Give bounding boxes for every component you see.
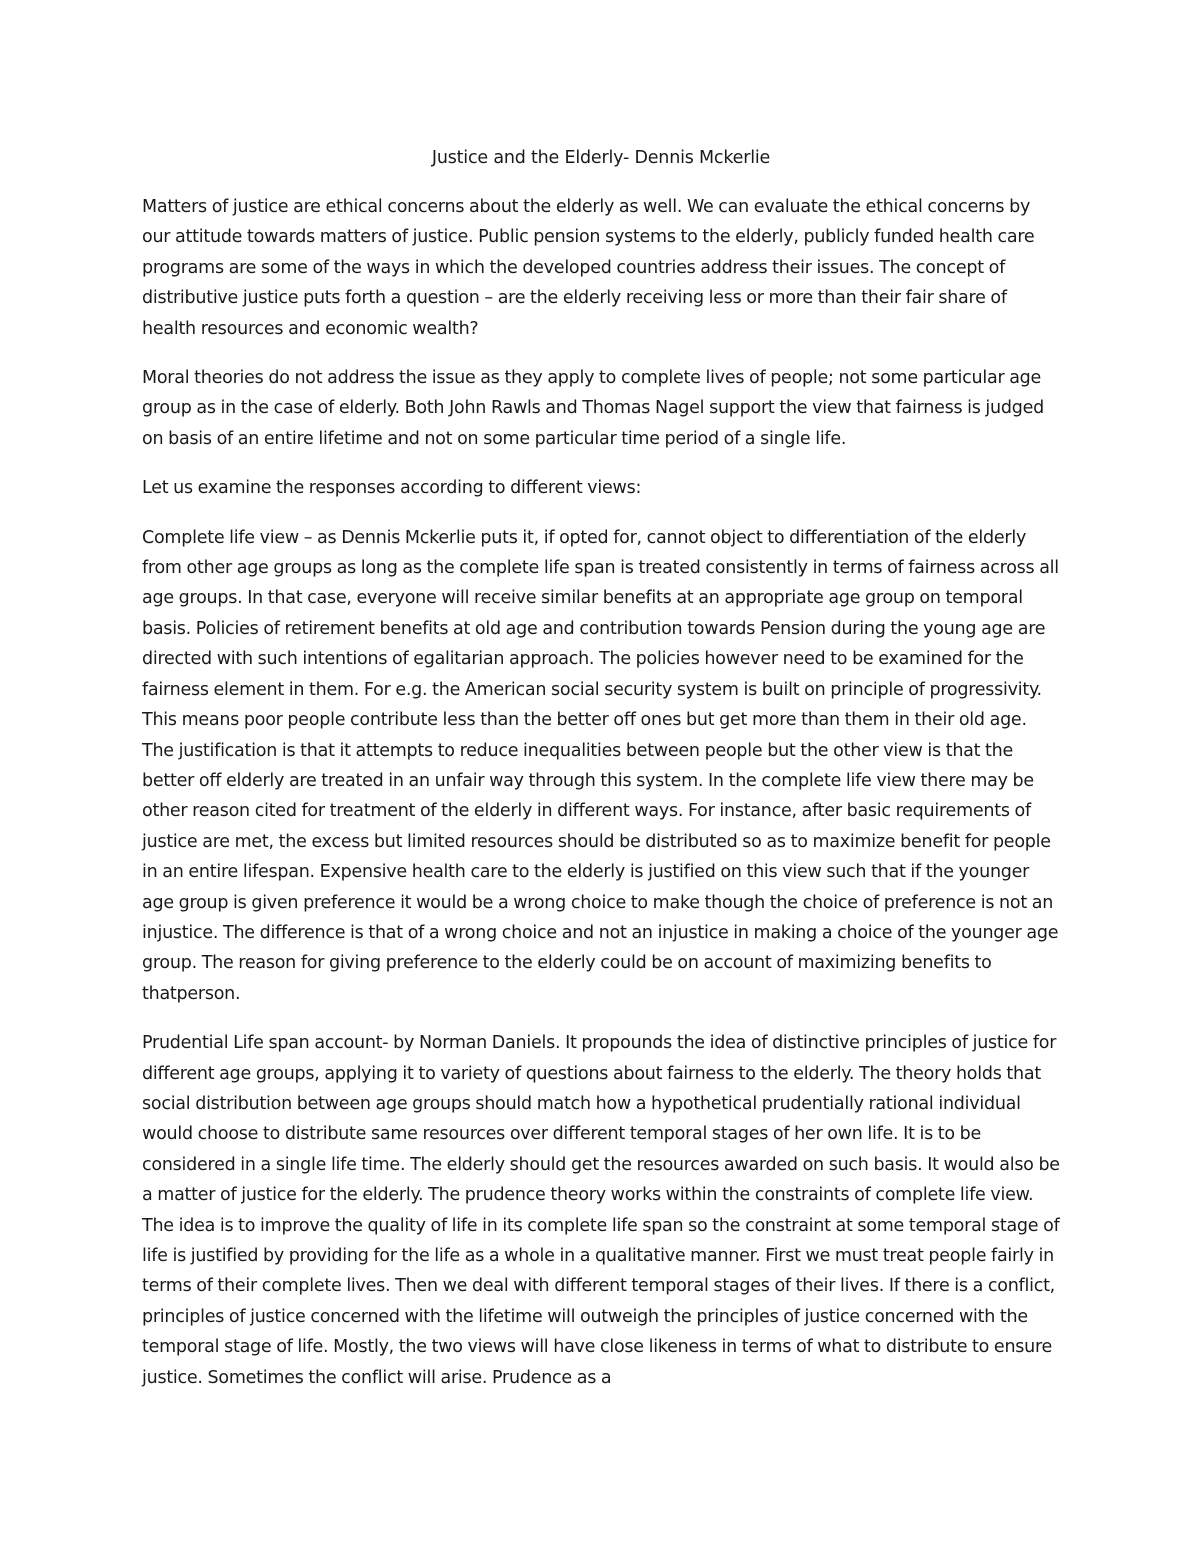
paragraph-moral-theories: Moral theories do not address the issue as they apply to complete lives of people; not some particular age group as in the case of elderly. Both John Rawls and Thomas Nagel support the view that fairness is judged on basis of an entire lifetime and not on some particular time period of a single life.	[142, 368, 1044, 449]
paragraph-complete-life-view: Complete life view – as Dennis Mckerlie puts it, if opted for, cannot object to differentiation of the elderly from other age groups as long as the complete life span is treated consistently in terms of fairness across all age groups. In that case, everyone will receive similar benefits at an appropriate age group on temporal basis. Policies of retirement benefits at old age and contribution towards Pension during the young age are directed with such intentions of egalitarian approach. The policies however need to be examined for the fairness element in them. For e.g. the American social security system is built on principle of progressivity. This means poor people contribute less than the better off ones but get more than them in their old age. The justification is that it attempts to reduce inequalities between people but the other view is that the better off elderly are treated in an unfair way through this system. In the complete life view there may be other reason cited for treatment of the elderly in different ways. For instance, after basic requirements of justice are met, the excess but limited resources should be distributed so as to maximize benefit for people in an entire lifespan. Expensive health care to the elderly is justified on this view such that if the younger age group is given preference it would be a wrong choice to make though the choice of preference is not an injustice. The difference is that of a wrong choice and not an injustice in making a choice of the younger age group. The reason for giving preference to the elderly could be on account of maximizing benefits to thatperson.	[142, 527, 1059, 1004]
document-title: Justice and the Elderly- Dennis Mckerlie	[431, 148, 771, 168]
paragraph-examine-views: Let us examine the responses according to different views:	[142, 478, 642, 499]
paragraph-prudential-life-span: Prudential Life span account- by Norman Daniels. It propounds the idea of distinctive principles of justice for different age groups, applying it to variety of questions about fairness to the elderly. The theory holds that social distribution between age groups should match how a hypothetical prudentially rational individual would choose to distribute same resources over different temporal stages of her own life. It is to be considered in a single life time. The elderly should get the resources awarded on such basis. It would also be a matter of justice for the elderly. The prudence theory works within the constraints of complete life view. The idea is to improve the quality of life in its complete life span so the constraint at some temporal stage of life is justified by providing for the life as a whole in a qualitative manner. First we must treat people fairly in terms of their complete lives. Then we deal with different temporal stages of their lives. If there is a conflict, principles of justice concerned with the lifetime will outweigh the principles of justice concerned with the temporal stage of life. Mostly, the two views will have close likeness in terms of what to distribute to ensure justice. Sometimes the conflict will arise. Prudence as a	[142, 1033, 1060, 1388]
paragraph-justice-concerns: Matters of justice are ethical concerns about the elderly as well. We can evaluate the ethical concerns by our attitude towards matters of justice. Public pension systems to the elderly, publicly funded health care programs are some of the ways in which the developed countries address their issues. The concept of distributive justice puts forth a question – are the elderly receiving less or more than their fair share of health resources and economic wealth?	[142, 197, 1035, 339]
